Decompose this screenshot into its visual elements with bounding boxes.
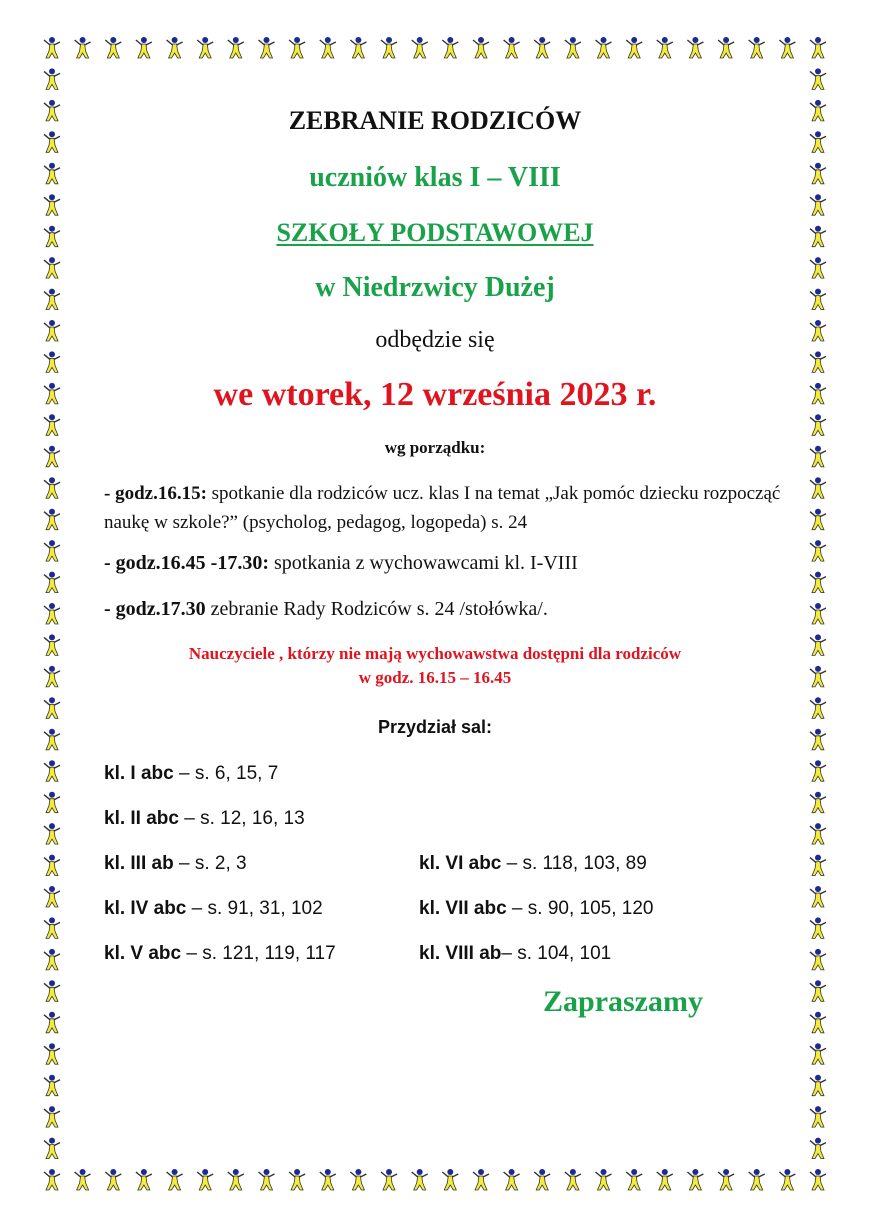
page-title: ZEBRANIE RODZICÓW <box>288 106 582 135</box>
schedule-time: - godz.17.30 <box>104 598 206 620</box>
waving-figure-icon <box>473 37 489 58</box>
waving-figure-icon <box>810 414 826 435</box>
class-name: kl. II abc <box>104 808 179 829</box>
waving-figure-icon <box>718 1169 734 1190</box>
waving-figure-icon <box>810 823 826 844</box>
waving-figure-icon <box>810 37 826 58</box>
waving-figure-icon <box>44 1138 60 1159</box>
class-rooms: – s. 90, 105, 120 <box>506 898 654 919</box>
waving-figure-icon <box>44 855 60 876</box>
waving-figure-icon <box>44 760 60 781</box>
waving-figure-icon <box>167 1169 183 1190</box>
room-assignment <box>104 943 336 965</box>
waving-figure-icon <box>228 1169 244 1190</box>
waving-figure-icon <box>167 37 183 58</box>
waving-figure-icon <box>44 509 60 530</box>
waving-figure-icon <box>197 1169 213 1190</box>
waving-figure-icon <box>44 383 60 404</box>
schedule-item <box>104 549 784 578</box>
schedule-time: - godz.16.45 -17.30: <box>104 552 269 574</box>
waving-figure-icon <box>810 634 826 655</box>
teachers-note-line: Nauczyciele , którzy nie mają wychowawstwa dostępni dla rodziców <box>188 644 682 663</box>
waving-figure-icon <box>259 37 275 58</box>
waving-figure-icon <box>259 1169 275 1190</box>
waving-figure-icon <box>44 572 60 593</box>
waving-figure-icon <box>779 1169 795 1190</box>
room-assignment <box>104 808 305 830</box>
waving-figure-icon <box>44 194 60 215</box>
waving-figure-icon <box>749 37 765 58</box>
waving-figure-icon <box>810 1043 826 1064</box>
waving-figure-icon <box>810 760 826 781</box>
teachers-note-line: w godz. 16.15 – 16.45 <box>358 668 512 687</box>
waving-figure-icon <box>44 1169 60 1190</box>
waving-figure-icon <box>44 792 60 813</box>
schedule-time: - godz.16.15: <box>104 483 207 504</box>
waving-figure-icon <box>810 540 826 561</box>
waving-figure-icon <box>381 37 397 58</box>
class-rooms: – s. 12, 16, 13 <box>178 808 305 829</box>
waving-figure-icon <box>534 1169 550 1190</box>
waving-figure-icon <box>44 1106 60 1127</box>
waving-figure-icon <box>44 37 60 58</box>
waving-figure-icon <box>44 980 60 1001</box>
waving-figure-icon <box>44 320 60 341</box>
waving-figure-icon <box>810 729 826 750</box>
schedule-text: zebranie Rady Rodziców s. 24 /stołówka/. <box>205 598 548 620</box>
class-name: kl. IV abc <box>104 898 187 919</box>
waving-figure-icon <box>44 540 60 561</box>
waving-figure-icon <box>44 446 60 467</box>
class-name: kl. III ab <box>104 853 174 874</box>
waving-figure-icon <box>136 1169 152 1190</box>
waving-figure-icon <box>289 1169 305 1190</box>
waving-figure-icon <box>810 509 826 530</box>
waving-figure-icon <box>810 886 826 907</box>
waving-figure-icon <box>810 100 826 121</box>
waving-figure-icon <box>412 1169 428 1190</box>
waving-figure-icon <box>320 37 336 58</box>
waving-figure-icon <box>810 477 826 498</box>
waving-figure-icon <box>504 1169 520 1190</box>
class-name: kl. VI abc <box>419 853 502 874</box>
waving-figure-icon <box>44 1075 60 1096</box>
waving-figure-icon <box>44 477 60 498</box>
waving-figure-icon <box>810 1138 826 1159</box>
waving-figure-icon <box>810 572 826 593</box>
teachers-note <box>90 642 780 690</box>
waving-figure-icon <box>657 1169 673 1190</box>
waving-figure-icon <box>320 1169 336 1190</box>
waving-figure-icon <box>44 414 60 435</box>
waving-figure-icon <box>810 980 826 1001</box>
waving-figure-icon <box>810 1012 826 1033</box>
class-rooms: – s. 6, 15, 7 <box>173 763 279 784</box>
waving-figure-icon <box>473 1169 489 1190</box>
waving-figure-icon <box>504 37 520 58</box>
class-rooms: – s. 2, 3 <box>173 853 247 874</box>
waving-figure-icon <box>810 949 826 970</box>
waving-figure-icon <box>657 37 673 58</box>
waving-figure-icon <box>44 68 60 89</box>
schedule-item <box>104 595 784 624</box>
waving-figure-icon <box>412 37 428 58</box>
waving-figure-icon <box>75 37 91 58</box>
waving-figure-icon <box>44 886 60 907</box>
waving-figure-icon <box>810 1106 826 1127</box>
waving-figure-icon <box>44 666 60 687</box>
waving-figure-icon <box>44 1043 60 1064</box>
waving-figure-icon <box>626 37 642 58</box>
waving-figure-icon <box>350 1169 366 1190</box>
waving-figure-icon <box>565 37 581 58</box>
room-assignment <box>419 943 611 965</box>
waving-figure-icon <box>44 697 60 718</box>
will-take-place: odbędzie się <box>375 327 495 353</box>
waving-figure-icon <box>687 37 703 58</box>
rooms-title: Przydział sal: <box>377 717 493 737</box>
class-name: kl. V abc <box>104 943 182 964</box>
room-assignment <box>104 853 247 875</box>
waving-figure-icon <box>718 37 734 58</box>
waving-figure-icon <box>810 351 826 372</box>
waving-figure-icon <box>810 320 826 341</box>
waving-figure-icon <box>810 1075 826 1096</box>
subtitle-school: SZKOŁY PODSTAWOWEJ <box>276 218 594 247</box>
order-label: wg porządku: <box>384 438 486 457</box>
subtitle-place: w Niedrzwicy Dużej <box>315 272 555 303</box>
waving-figure-icon <box>626 1169 642 1190</box>
waving-figure-icon <box>810 1169 826 1190</box>
waving-figure-icon <box>44 917 60 938</box>
waving-figure-icon <box>44 100 60 121</box>
class-rooms: – s. 104, 101 <box>501 943 612 964</box>
waving-figure-icon <box>44 163 60 184</box>
waving-figure-icon <box>810 383 826 404</box>
waving-figure-icon <box>44 289 60 310</box>
class-rooms: – s. 91, 31, 102 <box>186 898 323 919</box>
waving-figure-icon <box>44 603 60 624</box>
waving-figure-icon <box>381 1169 397 1190</box>
class-rooms: – s. 118, 103, 89 <box>501 853 647 874</box>
waving-figure-icon <box>810 917 826 938</box>
waving-figure-icon <box>565 1169 581 1190</box>
waving-figure-icon <box>44 949 60 970</box>
waving-figure-icon <box>810 666 826 687</box>
waving-figure-icon <box>289 37 305 58</box>
waving-figure-icon <box>44 634 60 655</box>
waving-figure-icon <box>810 131 826 152</box>
schedule-item <box>104 479 784 537</box>
subtitle-classes: uczniów klas I – VIII <box>309 162 561 193</box>
class-name: kl. VIII ab <box>419 943 502 964</box>
waving-figure-icon <box>779 37 795 58</box>
waving-figure-icon <box>44 1012 60 1033</box>
waving-figure-icon <box>197 37 213 58</box>
waving-figure-icon <box>810 446 826 467</box>
class-name: kl. VII abc <box>419 898 507 919</box>
waving-figure-icon <box>44 131 60 152</box>
waving-figure-icon <box>810 792 826 813</box>
waving-figure-icon <box>810 163 826 184</box>
room-assignment <box>419 853 647 875</box>
waving-figure-icon <box>749 1169 765 1190</box>
waving-figure-icon <box>75 1169 91 1190</box>
waving-figure-icon <box>687 1169 703 1190</box>
waving-figure-icon <box>810 603 826 624</box>
room-assignment <box>104 763 278 785</box>
waving-figure-icon <box>810 68 826 89</box>
waving-figure-icon <box>44 257 60 278</box>
waving-figure-icon <box>44 351 60 372</box>
waving-figure-icon <box>810 226 826 247</box>
waving-figure-icon <box>810 289 826 310</box>
closing-invitation: Zapraszamy <box>543 985 703 1018</box>
waving-figure-icon <box>105 1169 121 1190</box>
waving-figure-icon <box>442 37 458 58</box>
room-assignment <box>104 898 323 920</box>
waving-figure-icon <box>44 729 60 750</box>
waving-figure-icon <box>810 697 826 718</box>
waving-figure-icon <box>44 823 60 844</box>
waving-figure-icon <box>810 194 826 215</box>
waving-figure-icon <box>105 37 121 58</box>
waving-figure-icon <box>596 1169 612 1190</box>
meeting-date: we wtorek, 12 września 2023 r. <box>213 376 657 413</box>
waving-figure-icon <box>350 37 366 58</box>
waving-figure-icon <box>136 37 152 58</box>
schedule-text: spotkanie dla rodziców ucz. klas I na temat „Jak pomóc dziecku rozpocząć naukę w szkole?” (psycholog, pedagog, logopeda) s. 24 <box>104 483 781 533</box>
waving-figure-icon <box>810 257 826 278</box>
waving-figure-icon <box>534 37 550 58</box>
class-rooms: – s. 121, 119, 117 <box>181 943 336 964</box>
waving-figure-icon <box>228 37 244 58</box>
room-assignment <box>419 898 654 920</box>
waving-figure-icon <box>44 226 60 247</box>
schedule-text: spotkania z wychowawcami kl. I-VIII <box>268 552 578 574</box>
waving-figure-icon <box>810 855 826 876</box>
waving-figure-icon <box>596 37 612 58</box>
class-name: kl. I abc <box>104 763 174 784</box>
waving-figure-icon <box>442 1169 458 1190</box>
